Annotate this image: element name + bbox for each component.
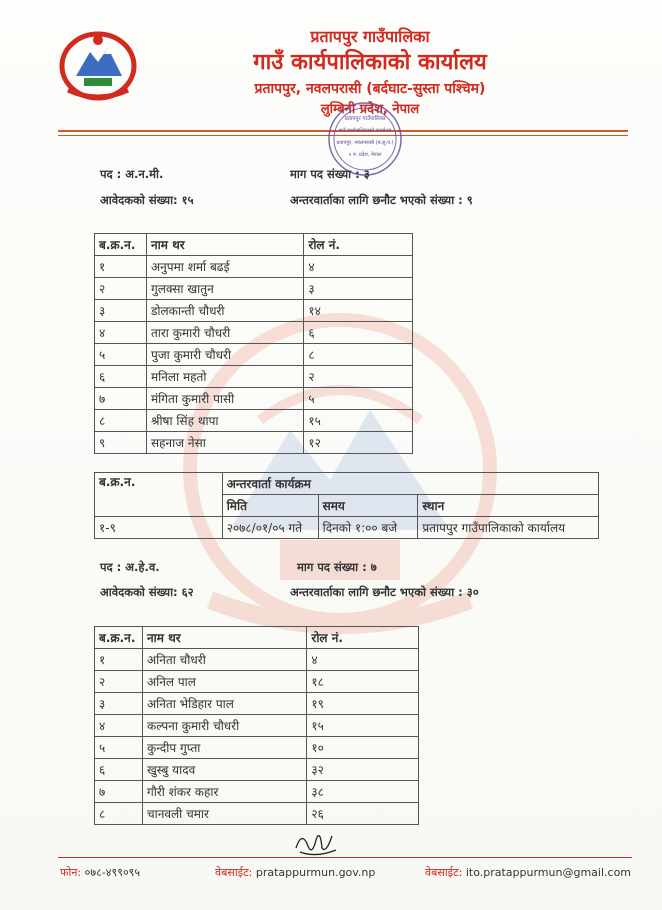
table-row xyxy=(95,693,419,715)
cell-roll: २ xyxy=(304,366,413,388)
footer-divider xyxy=(58,857,632,858)
section2-applicants: आवेदकको संख्या: ६२ xyxy=(100,585,194,599)
cell-serial: ५ xyxy=(95,737,143,759)
cell-roll: ३२ xyxy=(307,759,419,781)
cell-serial: २ xyxy=(95,278,147,300)
cell-name: कुन्दीप गुप्ता xyxy=(142,737,306,759)
table-row xyxy=(95,671,419,693)
section1-post: पद : अ.न.मी. xyxy=(100,167,164,181)
footer-phone-value: ०७८-४९९०९५ xyxy=(84,866,141,879)
cell-roll: १० xyxy=(307,737,419,759)
table-row xyxy=(95,388,413,410)
stamp-line-2: गाउँ कार्यपालिकाको कार्यालय xyxy=(338,128,392,134)
cell-name: अनुपमा शर्मा बढई xyxy=(146,256,303,278)
office-address: प्रतापपुर, नवलपरासी (बर्दघाट-सुस्ता पश्चिम) xyxy=(254,81,486,97)
section2-post: पद : अ.हे.व. xyxy=(100,560,160,574)
cell-name: अनिता भेडिहार पाल xyxy=(142,693,306,715)
section2-rows xyxy=(95,649,419,825)
stamp-line-4: ५ नं. प्रदेश, नेपाल xyxy=(348,152,382,158)
footer-phone-label: फोन: xyxy=(60,866,82,879)
table-row xyxy=(95,759,419,781)
table-row xyxy=(95,715,419,737)
cell-serial: ७ xyxy=(95,781,143,803)
cell-roll: ५ xyxy=(304,388,413,410)
cell-roll: ४ xyxy=(307,649,419,671)
cell-serial: ८ xyxy=(95,410,147,432)
cell-name: मनिला महतो xyxy=(146,366,303,388)
cell-serial: ३ xyxy=(95,300,147,322)
col-serial: ब.क्र.न. xyxy=(95,627,143,649)
footer-website-label: वेबसाईट: xyxy=(215,866,253,879)
table-header-row xyxy=(95,627,419,649)
cell-serial: १ xyxy=(95,649,143,671)
office-name: गाउँ कार्यपालिकाको कार्यालय xyxy=(253,50,487,75)
cell-roll: ३ xyxy=(304,278,413,300)
stamp-line-1: प्रतापपुर गाउँपालिका xyxy=(344,116,386,122)
cell-roll: १२ xyxy=(304,432,413,454)
col-serial: ब.क्र.न. xyxy=(95,234,147,256)
col-roll: रोल नं. xyxy=(304,234,413,256)
section1-table xyxy=(94,233,413,454)
cell-serial: ३ xyxy=(95,693,143,715)
cell-roll: १५ xyxy=(304,410,413,432)
cell-name: मंगिता कुमारी पासी xyxy=(146,388,303,410)
cell-serial: ८ xyxy=(95,803,143,825)
cell-name: गुलक्सा खातुन xyxy=(146,278,303,300)
footer-email xyxy=(425,865,631,880)
section1-shortlisted: अन्तरवार्ताका लागि छनौट भएको संख्या : ९ xyxy=(290,193,473,207)
cell-serial: ६ xyxy=(95,759,143,781)
cell-roll: ३८ xyxy=(307,781,419,803)
col-roll: रोल नं. xyxy=(307,627,419,649)
table-row xyxy=(95,649,419,671)
interview-place: प्रतापपुर गाउँपालिकाको कार्यालय xyxy=(418,517,599,539)
table-row xyxy=(95,344,413,366)
signature-mark xyxy=(292,826,340,860)
cell-serial: ५ xyxy=(95,344,147,366)
cell-name: डोलकान्ती चौधरी xyxy=(146,300,303,322)
cell-roll: ६ xyxy=(304,322,413,344)
footer-website-link[interactable]: pratappurmun.gov.np xyxy=(255,866,376,879)
footer-phone xyxy=(60,865,140,880)
section1-demand: माग पद संख्या : ३ xyxy=(290,167,370,181)
col-name: नाम थर xyxy=(146,234,303,256)
cell-name: तारा कुमारी चौधरी xyxy=(146,322,303,344)
cell-serial: २ xyxy=(95,671,143,693)
cell-name: पुजा कुमारी चौधरी xyxy=(146,344,303,366)
cell-serial: १ xyxy=(95,256,147,278)
cell-name: अनिता चौधरी xyxy=(142,649,306,671)
section2-demand: माग पद संख्या : ७ xyxy=(297,560,377,574)
interview-col-place: स्थान xyxy=(418,495,599,517)
table-row xyxy=(95,300,413,322)
municipality-name: प्रतापपुर गाउँपालिका xyxy=(310,27,430,46)
cell-roll: ४ xyxy=(304,256,413,278)
table-row xyxy=(95,410,413,432)
cell-name: सहनाज नेसा xyxy=(146,432,303,454)
nepal-emblem-icon xyxy=(58,30,138,102)
table-row xyxy=(95,803,419,825)
cell-roll: १८ xyxy=(307,671,419,693)
footer-email-label: वेबसाईट: xyxy=(425,866,463,879)
cell-roll: २६ xyxy=(307,803,419,825)
section1-applicants: आवेदकको संख्या: १५ xyxy=(100,193,194,207)
table-row xyxy=(95,737,419,759)
interview-serial: १-९ xyxy=(95,517,223,539)
cell-name: कल्पना कुमारी चौधरी xyxy=(142,715,306,737)
cell-serial: ७ xyxy=(95,388,147,410)
interview-col-serial: ब.क्र.न. xyxy=(95,473,223,517)
cell-serial: ९ xyxy=(95,432,147,454)
interview-program-title: अन्तरवार्ता कार्यक्रम xyxy=(222,473,598,495)
cell-name: चानवली चमार xyxy=(142,803,306,825)
table-row xyxy=(95,432,413,454)
table-row xyxy=(95,366,413,388)
interview-time: दिनको १:०० बजे xyxy=(318,517,418,539)
table-row xyxy=(95,278,413,300)
cell-roll: १४ xyxy=(304,300,413,322)
stamp-line-3: प्रतापपुर, नवलपरासी (ब.सु.प.) xyxy=(336,140,394,146)
cell-name: अनिल पाल xyxy=(142,671,306,693)
cell-name: खुस्बु यादव xyxy=(142,759,306,781)
cell-roll: १९ xyxy=(307,693,419,715)
footer-website xyxy=(215,865,375,880)
cell-serial: ४ xyxy=(95,322,147,344)
cell-name: श्रीषा सिंह थापा xyxy=(146,410,303,432)
table-row xyxy=(95,781,419,803)
interview-date: २०७८/०१/०५ गते xyxy=(222,517,318,539)
cell-name: गौरी शंकर कहार xyxy=(142,781,306,803)
section1-rows xyxy=(95,256,413,454)
table-row xyxy=(95,256,413,278)
footer-email-link[interactable]: ito.pratappurmun@gmail.com xyxy=(465,866,632,879)
table-row xyxy=(95,322,413,344)
cell-serial: ४ xyxy=(95,715,143,737)
interview-col-date: मिति xyxy=(222,495,318,517)
cell-serial: ६ xyxy=(95,366,147,388)
section2-table xyxy=(94,626,419,825)
province-name: लुम्बिनी प्रदेश, नेपाल xyxy=(320,102,420,117)
cell-roll: ८ xyxy=(304,344,413,366)
interview-col-time: समय xyxy=(318,495,418,517)
interview-schedule-table xyxy=(94,472,599,539)
col-name: नाम थर xyxy=(142,627,306,649)
table-header-row xyxy=(95,234,413,256)
cell-roll: १५ xyxy=(307,715,419,737)
section2-shortlisted: अन्तरवार्ताका लागि छनौट भएको संख्या : ३० xyxy=(290,585,479,599)
